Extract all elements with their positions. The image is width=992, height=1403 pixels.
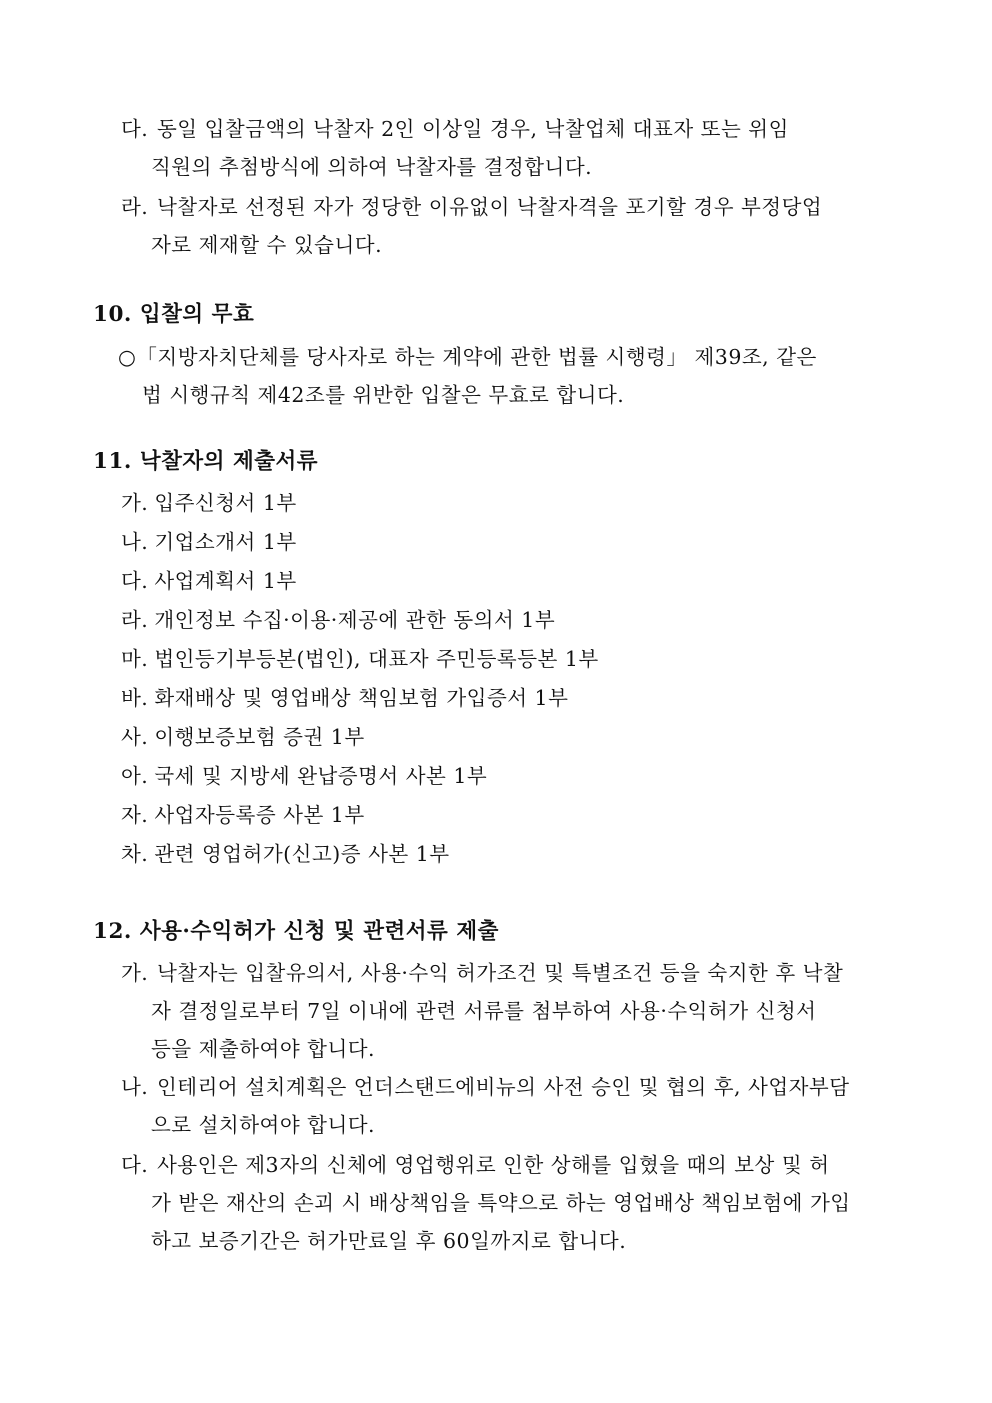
list-item [121, 757, 487, 795]
item-text: 기업소개서 1부 [154, 530, 297, 554]
item-marker: 자. [121, 803, 149, 827]
paragraph-line [118, 338, 908, 376]
item-text: 개인정보 수집·이용·제공에 관한 동의서 1부 [154, 608, 556, 632]
list-item-ra [121, 188, 901, 264]
item-text-line: 으로 설치하여야 합니다. [151, 1113, 376, 1137]
list-item [121, 796, 365, 834]
item-text-line: 등을 제출하여야 합니다. [151, 1037, 376, 1061]
list-item-da2 [121, 1146, 901, 1260]
section-heading-12: 12. 사용·수익허가 신청 및 관련서류 제출 [93, 919, 499, 944]
item-text-line: 사용인은 제3자의 신체에 영업행위로 인한 상해를 입혔을 때의 보상 및 허 [157, 1153, 830, 1177]
list-item [121, 601, 555, 639]
item-text: 이행보증보험 증권 1부 [154, 725, 365, 749]
item-text: 사업계획서 1부 [154, 569, 297, 593]
item-text: 화재배상 및 영업배상 책임보험 가입증서 1부 [154, 686, 569, 710]
item-marker: 라. [121, 608, 149, 632]
item-text-line: 직원의 추첨방식에 의하여 낙찰자를 결정합니다. [151, 155, 593, 179]
item-marker: 가. [121, 491, 149, 515]
item-marker: 사. [121, 725, 149, 749]
paragraph-line: 법 시행규칙 제42조를 위반한 입찰은 무효로 합니다. [142, 383, 625, 407]
item-text: 사업자등록증 사본 1부 [154, 803, 365, 827]
list-item [121, 718, 365, 756]
section-heading-10: 10. 입찰의 무효 [93, 302, 255, 327]
circle-marker: ○ [118, 345, 137, 369]
item-text-line: 동일 입찰금액의 낙찰자 2인 이상일 경우, 낙찰업체 대표자 또는 위임 [157, 117, 789, 141]
item-marker: 바. [121, 686, 149, 710]
list-item [121, 523, 297, 561]
item-text: 법인등기부등본(법인), 대표자 주민등록등본 1부 [154, 647, 599, 671]
item-marker: 라. [121, 195, 149, 219]
item-text: 관련 영업허가(신고)증 사본 1부 [154, 842, 450, 866]
list-item-ga [121, 954, 901, 1068]
list-item [121, 835, 450, 873]
list-item [121, 484, 297, 522]
item-text-line: 인테리어 설치계획은 언더스탠드에비뉴의 사전 승인 및 협의 후, 사업자부담 [157, 1075, 850, 1099]
item-text-line: 낙찰자로 선정된 자가 정당한 이유없이 낙찰자격을 포기할 경우 부정당업 [157, 195, 823, 219]
list-item-na [121, 1068, 901, 1144]
paragraph-text: 「지방자치단체를 당사자로 하는 계약에 관한 법률 시행령」 제39조, 같은 [136, 345, 817, 369]
item-text-line: 자로 제재할 수 있습니다. [151, 233, 383, 257]
item-marker: 가. [121, 961, 149, 985]
item-marker: 다. [121, 117, 149, 141]
item-marker: 나. [121, 1075, 149, 1099]
item-marker: 마. [121, 647, 149, 671]
list-item [121, 562, 297, 600]
item-text-line: 가 받은 재산의 손괴 시 배상책임을 특약으로 하는 영업배상 책임보험에 가입 [151, 1191, 851, 1215]
section10-paragraph [118, 338, 908, 414]
item-text: 국세 및 지방세 완납증명서 사본 1부 [154, 764, 488, 788]
item-marker: 나. [121, 530, 149, 554]
item-text-line: 하고 보증기간은 허가만료일 후 60일까지로 합니다. [151, 1229, 627, 1253]
list-item-da [121, 110, 901, 186]
list-item [121, 640, 599, 678]
item-marker: 다. [121, 569, 149, 593]
list-item [121, 679, 568, 717]
section-heading-11: 11. 낙찰자의 제출서류 [93, 449, 319, 474]
item-marker: 다. [121, 1153, 149, 1177]
item-text: 입주신청서 1부 [154, 491, 297, 515]
item-marker: 아. [121, 764, 149, 788]
item-marker: 차. [121, 842, 149, 866]
item-text-line: 낙찰자는 입찰유의서, 사용·수익 허가조건 및 특별조건 등을 숙지한 후 낙찰 [157, 961, 844, 985]
item-text-line: 자 결정일로부터 7일 이내에 관련 서류를 첨부하여 사용·수익허가 신청서 [151, 999, 817, 1023]
